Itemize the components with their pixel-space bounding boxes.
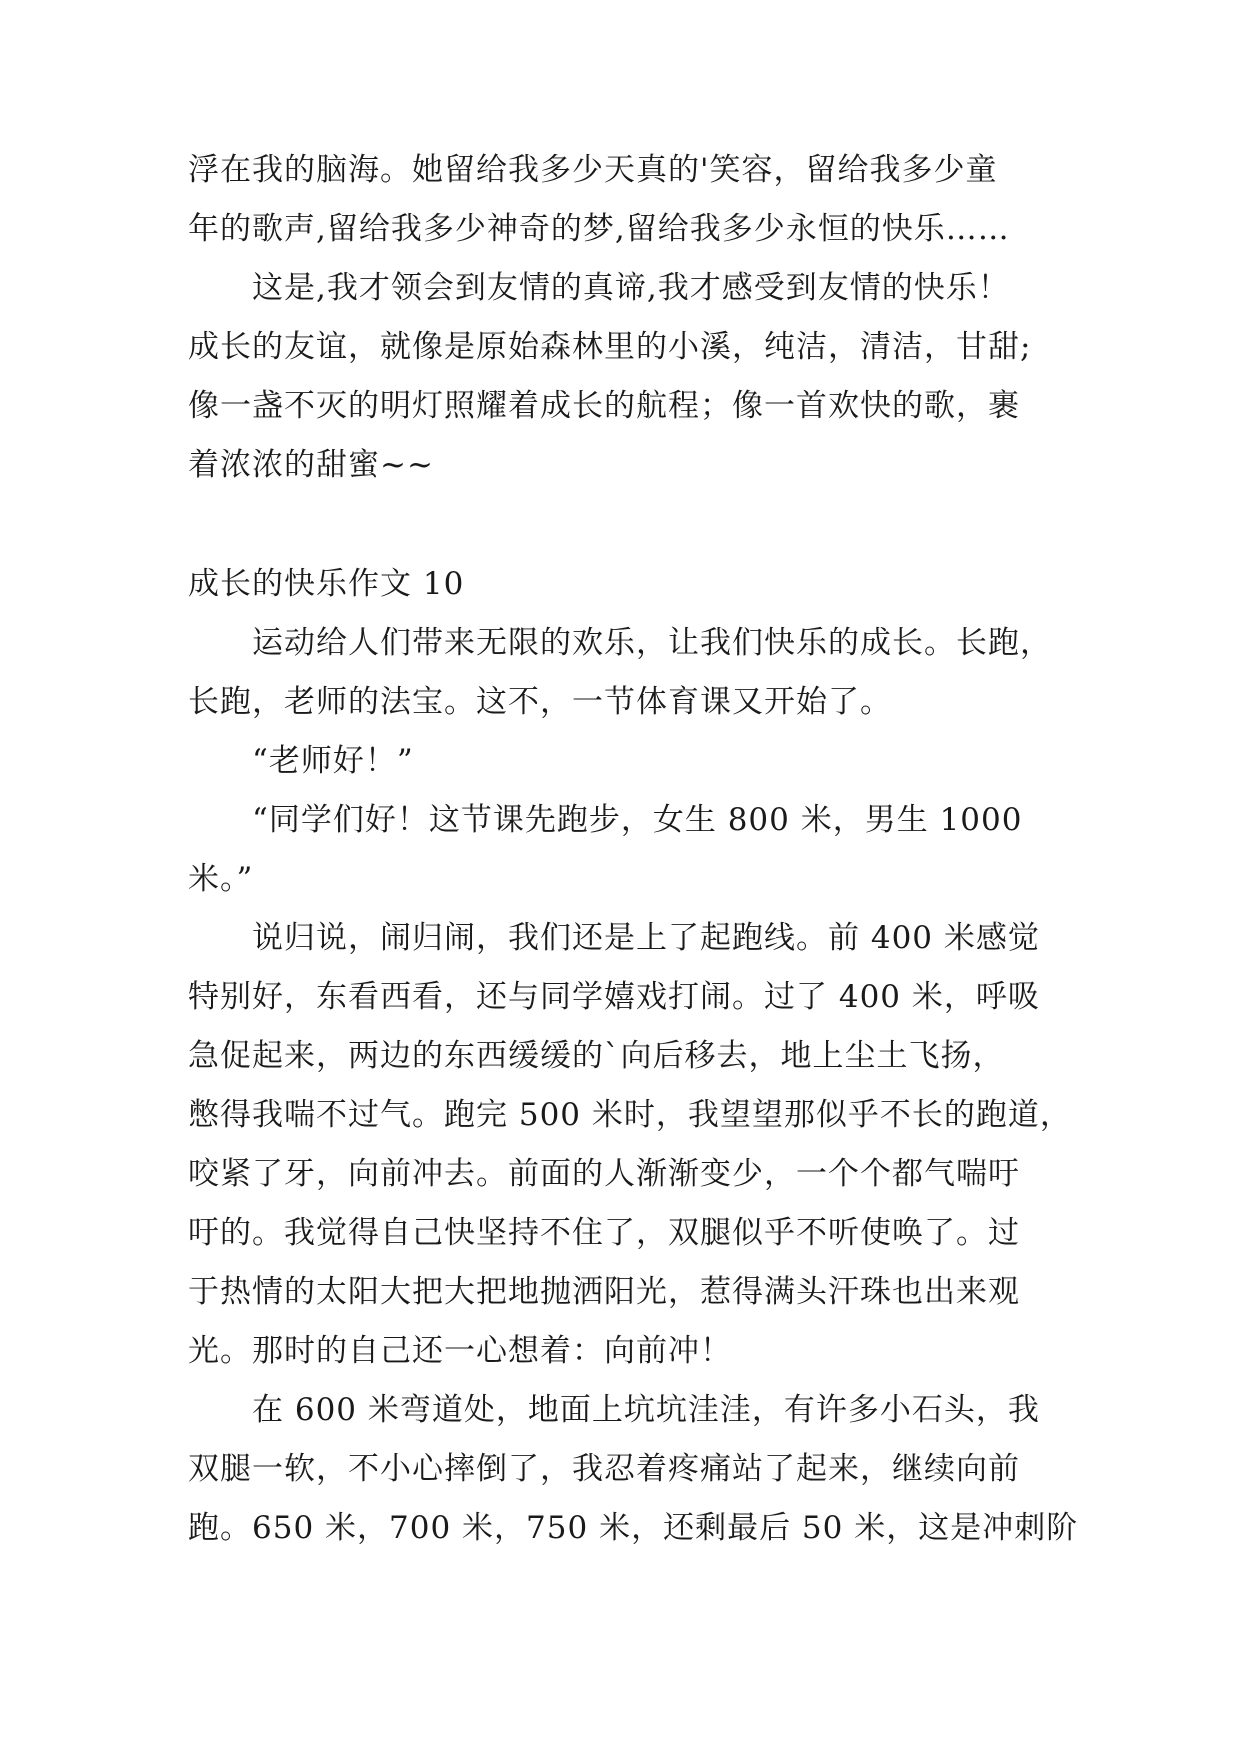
text-line: 在 600 米弯道处，地面上坑坑洼洼，有许多小石头，我 (188, 1392, 1040, 1428)
text-line: 咬紧了牙，向前冲去。前面的人渐渐变少，一个个都气喘吁 (188, 1156, 1020, 1192)
text-line: 双腿一软，不小心摔倒了，我忍着疼痛站了起来，继续向前 (188, 1451, 1020, 1487)
text-line: 运动给人们带来无限的欢乐，让我们快乐的成长。长跑， (188, 625, 1052, 661)
text-line: 说归说，闹归闹，我们还是上了起跑线。前 400 米感觉 (188, 920, 1040, 956)
text-line: 这是,我才领会到友情的真谛,我才感受到友情的快乐！ (188, 270, 1010, 306)
text-line: “老师好！” (188, 743, 414, 779)
text-line: 成长的友谊，就像是原始森林里的小溪，纯洁，清洁，甘甜; (188, 329, 1032, 365)
text-line: 米。” (188, 861, 254, 897)
text-line: 像一盏不灭的明灯照耀着成长的航程；像一首欢快的歌，裹 (188, 388, 1020, 424)
text-line: 着浓浓的甜蜜~~ (188, 447, 434, 483)
text-line: 年的歌声,留给我多少神奇的梦,留给我多少永恒的快乐…… (188, 211, 1010, 247)
text-line: 长跑，老师的法宝。这不，一节体育课又开始了。 (188, 684, 892, 720)
text-line: 憋得我喘不过气。跑完 500 米时，我望望那似乎不长的跑道， (188, 1097, 1072, 1133)
text-line: “同学们好！这节课先跑步，女生 800 米，男生 1000 (188, 802, 1023, 838)
section-heading: 成长的快乐作文 10 (188, 566, 465, 602)
text-line: 于热情的太阳大把大把地抛洒阳光，惹得满头汗珠也出来观 (188, 1274, 1020, 1310)
text-line: 跑。650 米，700 米，750 米，还剩最后 50 米，这是冲刺阶 (188, 1510, 1079, 1546)
text-line: 吁的。我觉得自己快坚持不住了，双腿似乎不听使唤了。过 (188, 1215, 1020, 1251)
text-line: 特别好，东看西看，还与同学嬉戏打闹。过了 400 米，呼吸 (188, 979, 1040, 1015)
text-line: 急促起来，两边的东西缓缓的`向后移去，地上尘土飞扬， (188, 1038, 1005, 1074)
text-line: 浮在我的脑海。她留给我多少天真的'笑容，留给我多少童 (188, 152, 998, 188)
text-line: 光。那时的自己还一心想着：向前冲！ (188, 1333, 732, 1369)
